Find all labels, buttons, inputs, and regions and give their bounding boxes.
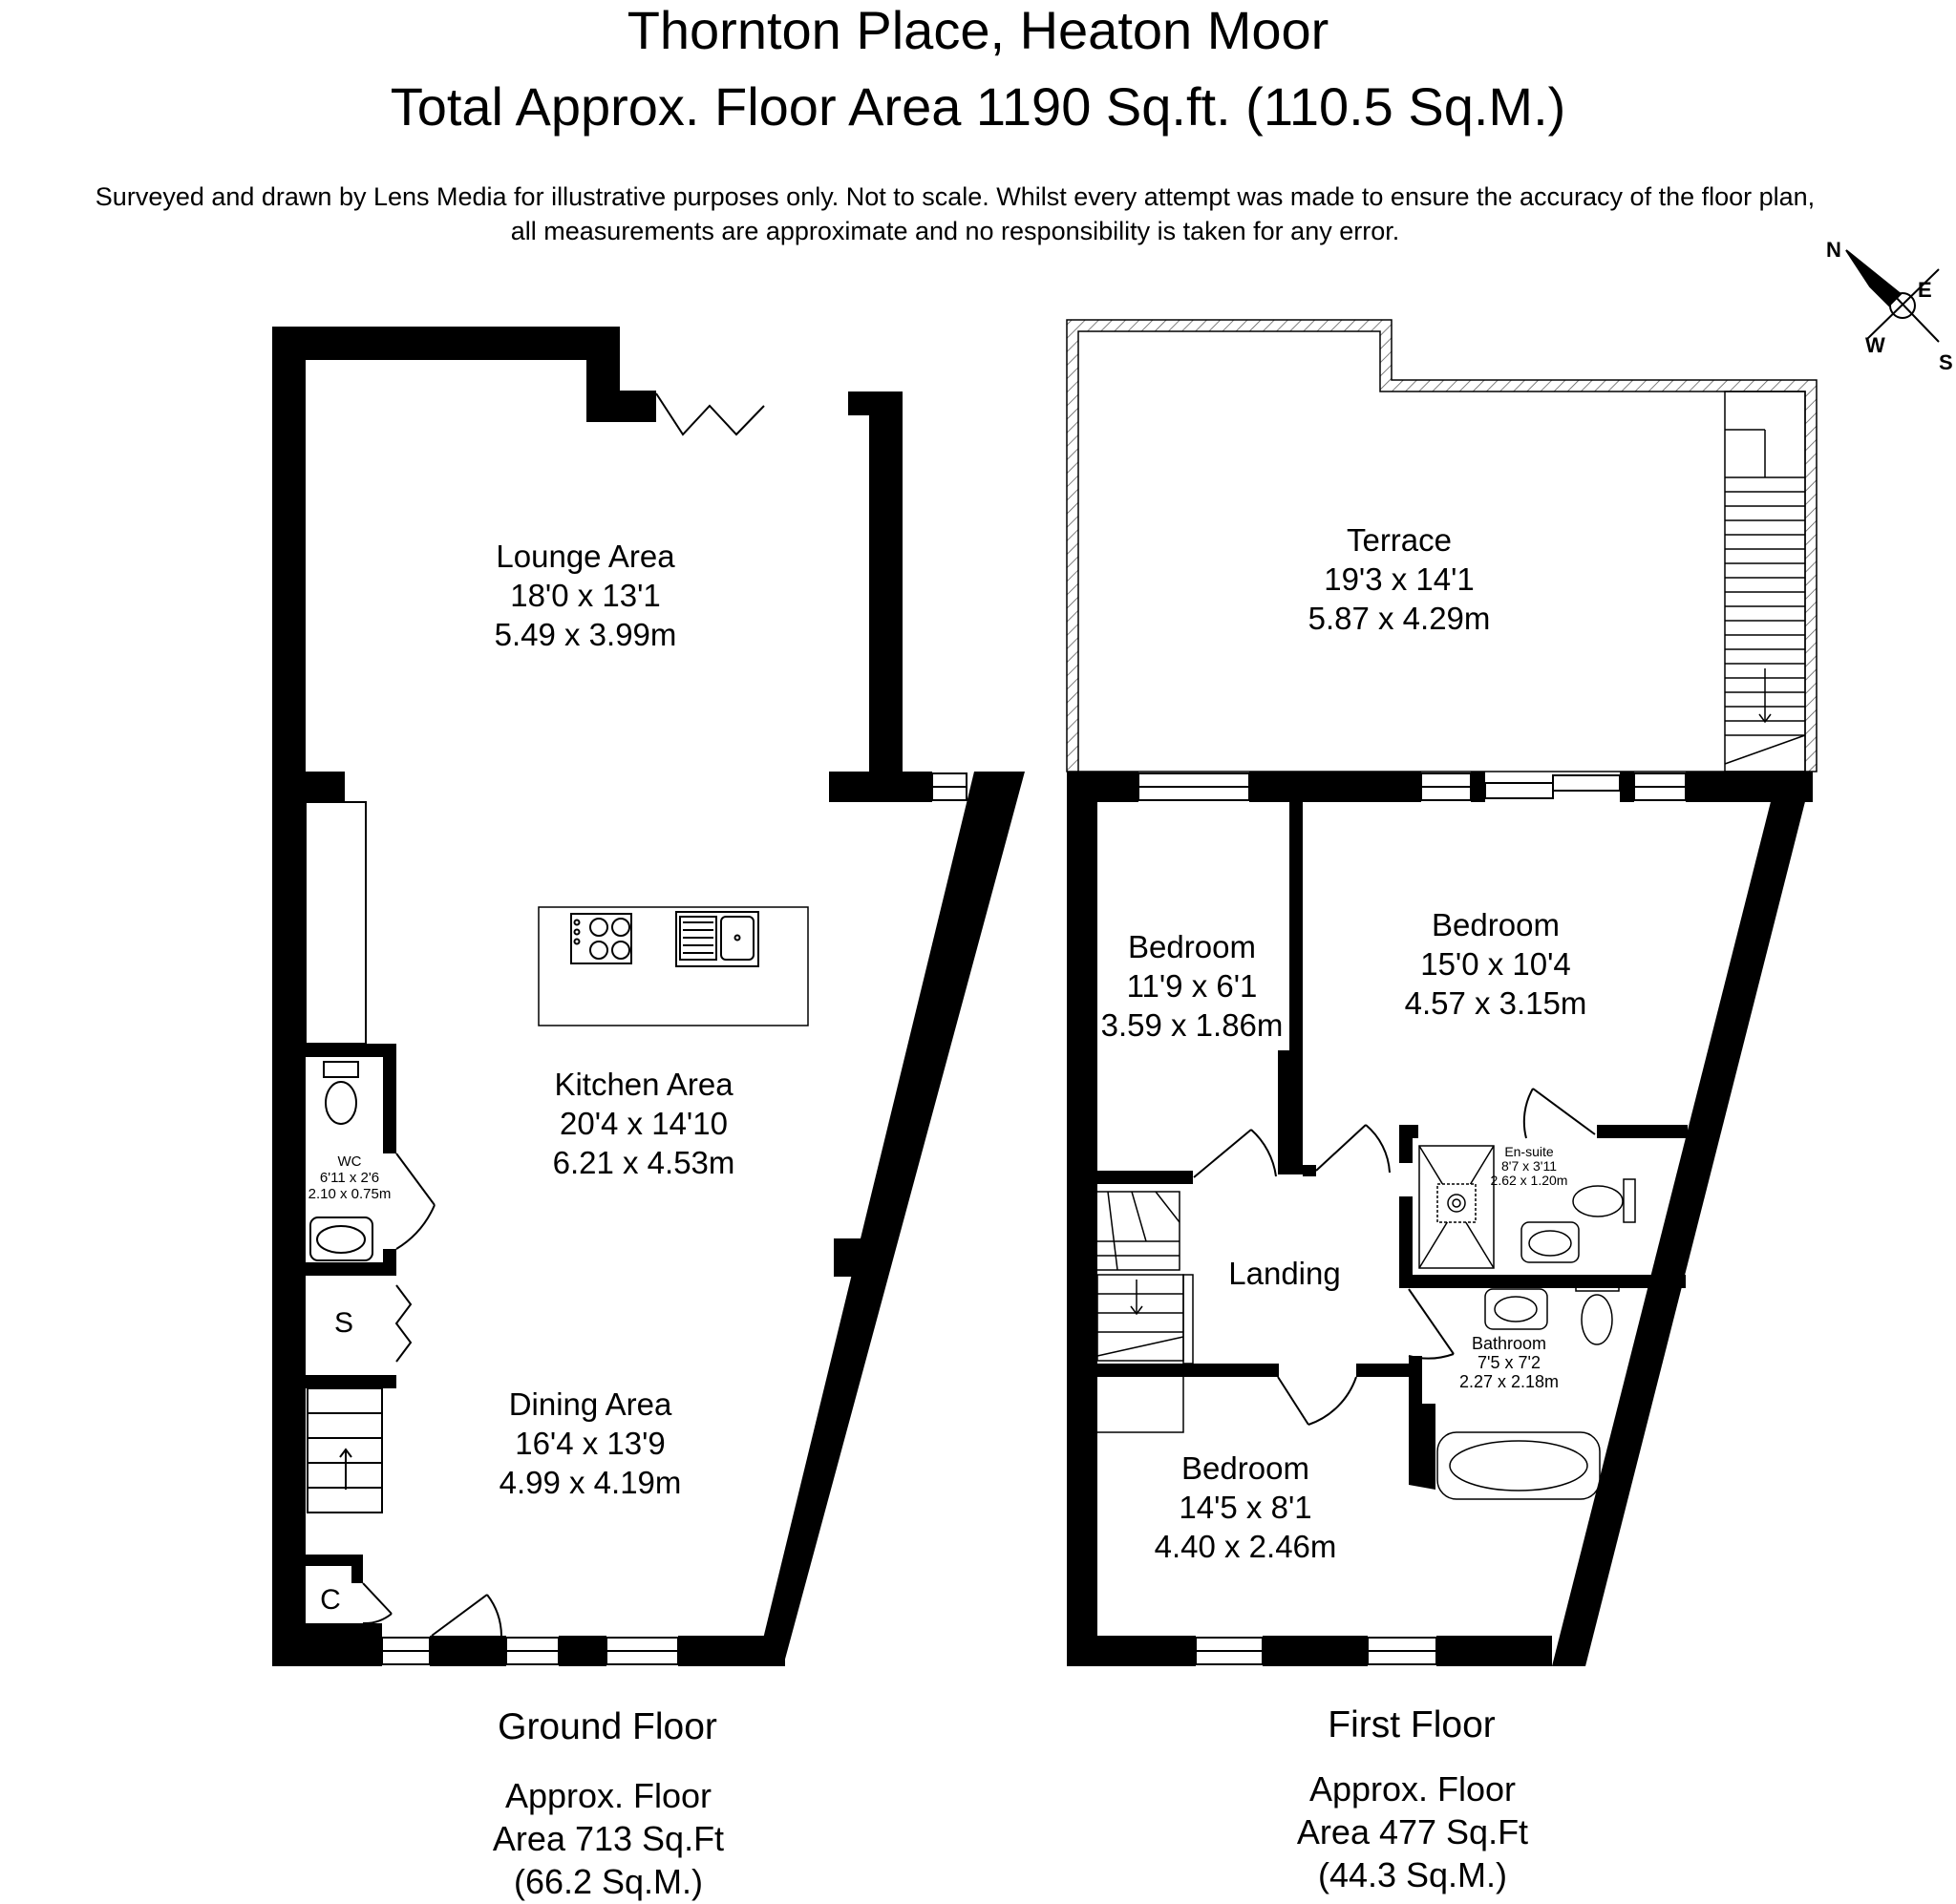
wc-name: WC xyxy=(337,1153,362,1170)
bedroom-main-name: Bedroom xyxy=(1432,907,1560,942)
compass-east: E xyxy=(1918,278,1932,302)
ground-floor-stairs xyxy=(308,1388,382,1513)
terrace-metric: 5.87 x 4.29m xyxy=(1308,601,1491,636)
wc-basin-icon xyxy=(310,1217,372,1260)
first-floor-name: First Floor xyxy=(1328,1704,1496,1745)
bedroom-small-metric: 3.59 x 1.86m xyxy=(1100,1007,1284,1043)
bedroom-front-metric: 4.40 x 2.46m xyxy=(1154,1529,1337,1564)
bathroom-imperial: 7'5 x 7'2 xyxy=(1478,1353,1541,1372)
ensuite-label xyxy=(1462,1145,1596,1188)
compass-south: S xyxy=(1939,350,1953,374)
wc-metric: 2.10 x 0.75m xyxy=(308,1186,392,1202)
compass-west: W xyxy=(1865,333,1885,357)
kitchen-label xyxy=(462,1065,825,1182)
compass-north: N xyxy=(1826,238,1841,262)
hob-icon xyxy=(571,914,631,963)
ground-floor-name: Ground Floor xyxy=(498,1706,717,1747)
terrace-name: Terrace xyxy=(1346,522,1453,558)
first-floor-area-line2: Area 477 Sq.Ft xyxy=(1296,1812,1529,1851)
lounge-label xyxy=(404,537,767,654)
dining-label xyxy=(409,1385,772,1502)
landing-label: Landing xyxy=(1228,1256,1341,1291)
bathroom-name: Bathroom xyxy=(1471,1334,1547,1353)
first-floor-stairs xyxy=(1097,1192,1193,1432)
lounge-metric: 5.49 x 3.99m xyxy=(494,617,677,652)
ensuite-metric: 2.62 x 1.20m xyxy=(1490,1173,1568,1188)
dining-imperial: 16'4 x 13'9 xyxy=(515,1426,666,1461)
ground-floor-area-line3: (66.2 Sq.M.) xyxy=(513,1862,704,1901)
plan-title: Thornton Place, Heaton Moor xyxy=(627,0,1329,60)
bedroom-small-name: Bedroom xyxy=(1128,929,1256,964)
kitchen-metric: 6.21 x 4.53m xyxy=(552,1145,735,1180)
bedroom-front-imperial: 14'5 x 8'1 xyxy=(1179,1490,1312,1525)
first-floor-area xyxy=(1174,1767,1651,1896)
dining-metric: 4.99 x 4.19m xyxy=(499,1465,682,1500)
lounge-name: Lounge Area xyxy=(496,539,675,574)
bedroom-main-imperial: 15'0 x 10'4 xyxy=(1420,946,1571,982)
wc-toilet-icon xyxy=(324,1062,358,1124)
ground-floor-area-line2: Area 713 Sq.Ft xyxy=(492,1819,725,1858)
cupboard-label: C xyxy=(320,1584,341,1616)
kitchen-imperial: 20'4 x 14'10 xyxy=(560,1106,728,1141)
disclaimer-line-1: Surveyed and drawn by Lens Media for illustrative purposes only. Not to scale. Whilst every attempt was made to ensure the accuracy of the floor plan, xyxy=(95,182,1816,211)
bifold-door xyxy=(656,393,764,434)
kitchen-name: Kitchen Area xyxy=(554,1067,734,1102)
terrace-imperial: 19'3 x 14'1 xyxy=(1324,561,1475,597)
bedroom-front-name: Bedroom xyxy=(1181,1450,1309,1486)
bedroom-front-label xyxy=(1064,1449,1427,1566)
bedroom-main-label xyxy=(1314,905,1677,1023)
sink-icon xyxy=(676,912,758,966)
terrace-label xyxy=(1218,520,1581,638)
lounge-imperial: 18'0 x 13'1 xyxy=(510,578,661,613)
bedroom-small-imperial: 11'9 x 6'1 xyxy=(1126,968,1258,1004)
bedroom-main-metric: 4.57 x 3.15m xyxy=(1404,985,1587,1021)
first-floor-area-line1: Approx. Floor xyxy=(1308,1769,1517,1809)
total-floor-area: Total Approx. Floor Area 1190 Sq.ft. (110.5 Sq.M.) xyxy=(390,76,1566,137)
bathroom-metric: 2.27 x 2.18m xyxy=(1458,1372,1560,1391)
ensuite-imperial: 8'7 x 3'11 xyxy=(1500,1158,1558,1174)
wc-imperial: 6'11 x 2'6 xyxy=(319,1170,380,1186)
bathroom-label xyxy=(1433,1334,1585,1391)
wc-label xyxy=(283,1153,416,1202)
disclaimer-line-2: all measurements are approximate and no responsibility is taken for any error. xyxy=(510,217,1400,245)
ensuite-name: En-suite xyxy=(1504,1144,1554,1159)
store-label: S xyxy=(333,1307,353,1339)
dining-name: Dining Area xyxy=(508,1386,672,1422)
ground-floor-area xyxy=(370,1774,847,1903)
terrace-stairs xyxy=(1725,391,1805,772)
ground-floor-area-line1: Approx. Floor xyxy=(504,1776,712,1815)
first-floor-area-line3: (44.3 Sq.M.) xyxy=(1317,1855,1508,1894)
